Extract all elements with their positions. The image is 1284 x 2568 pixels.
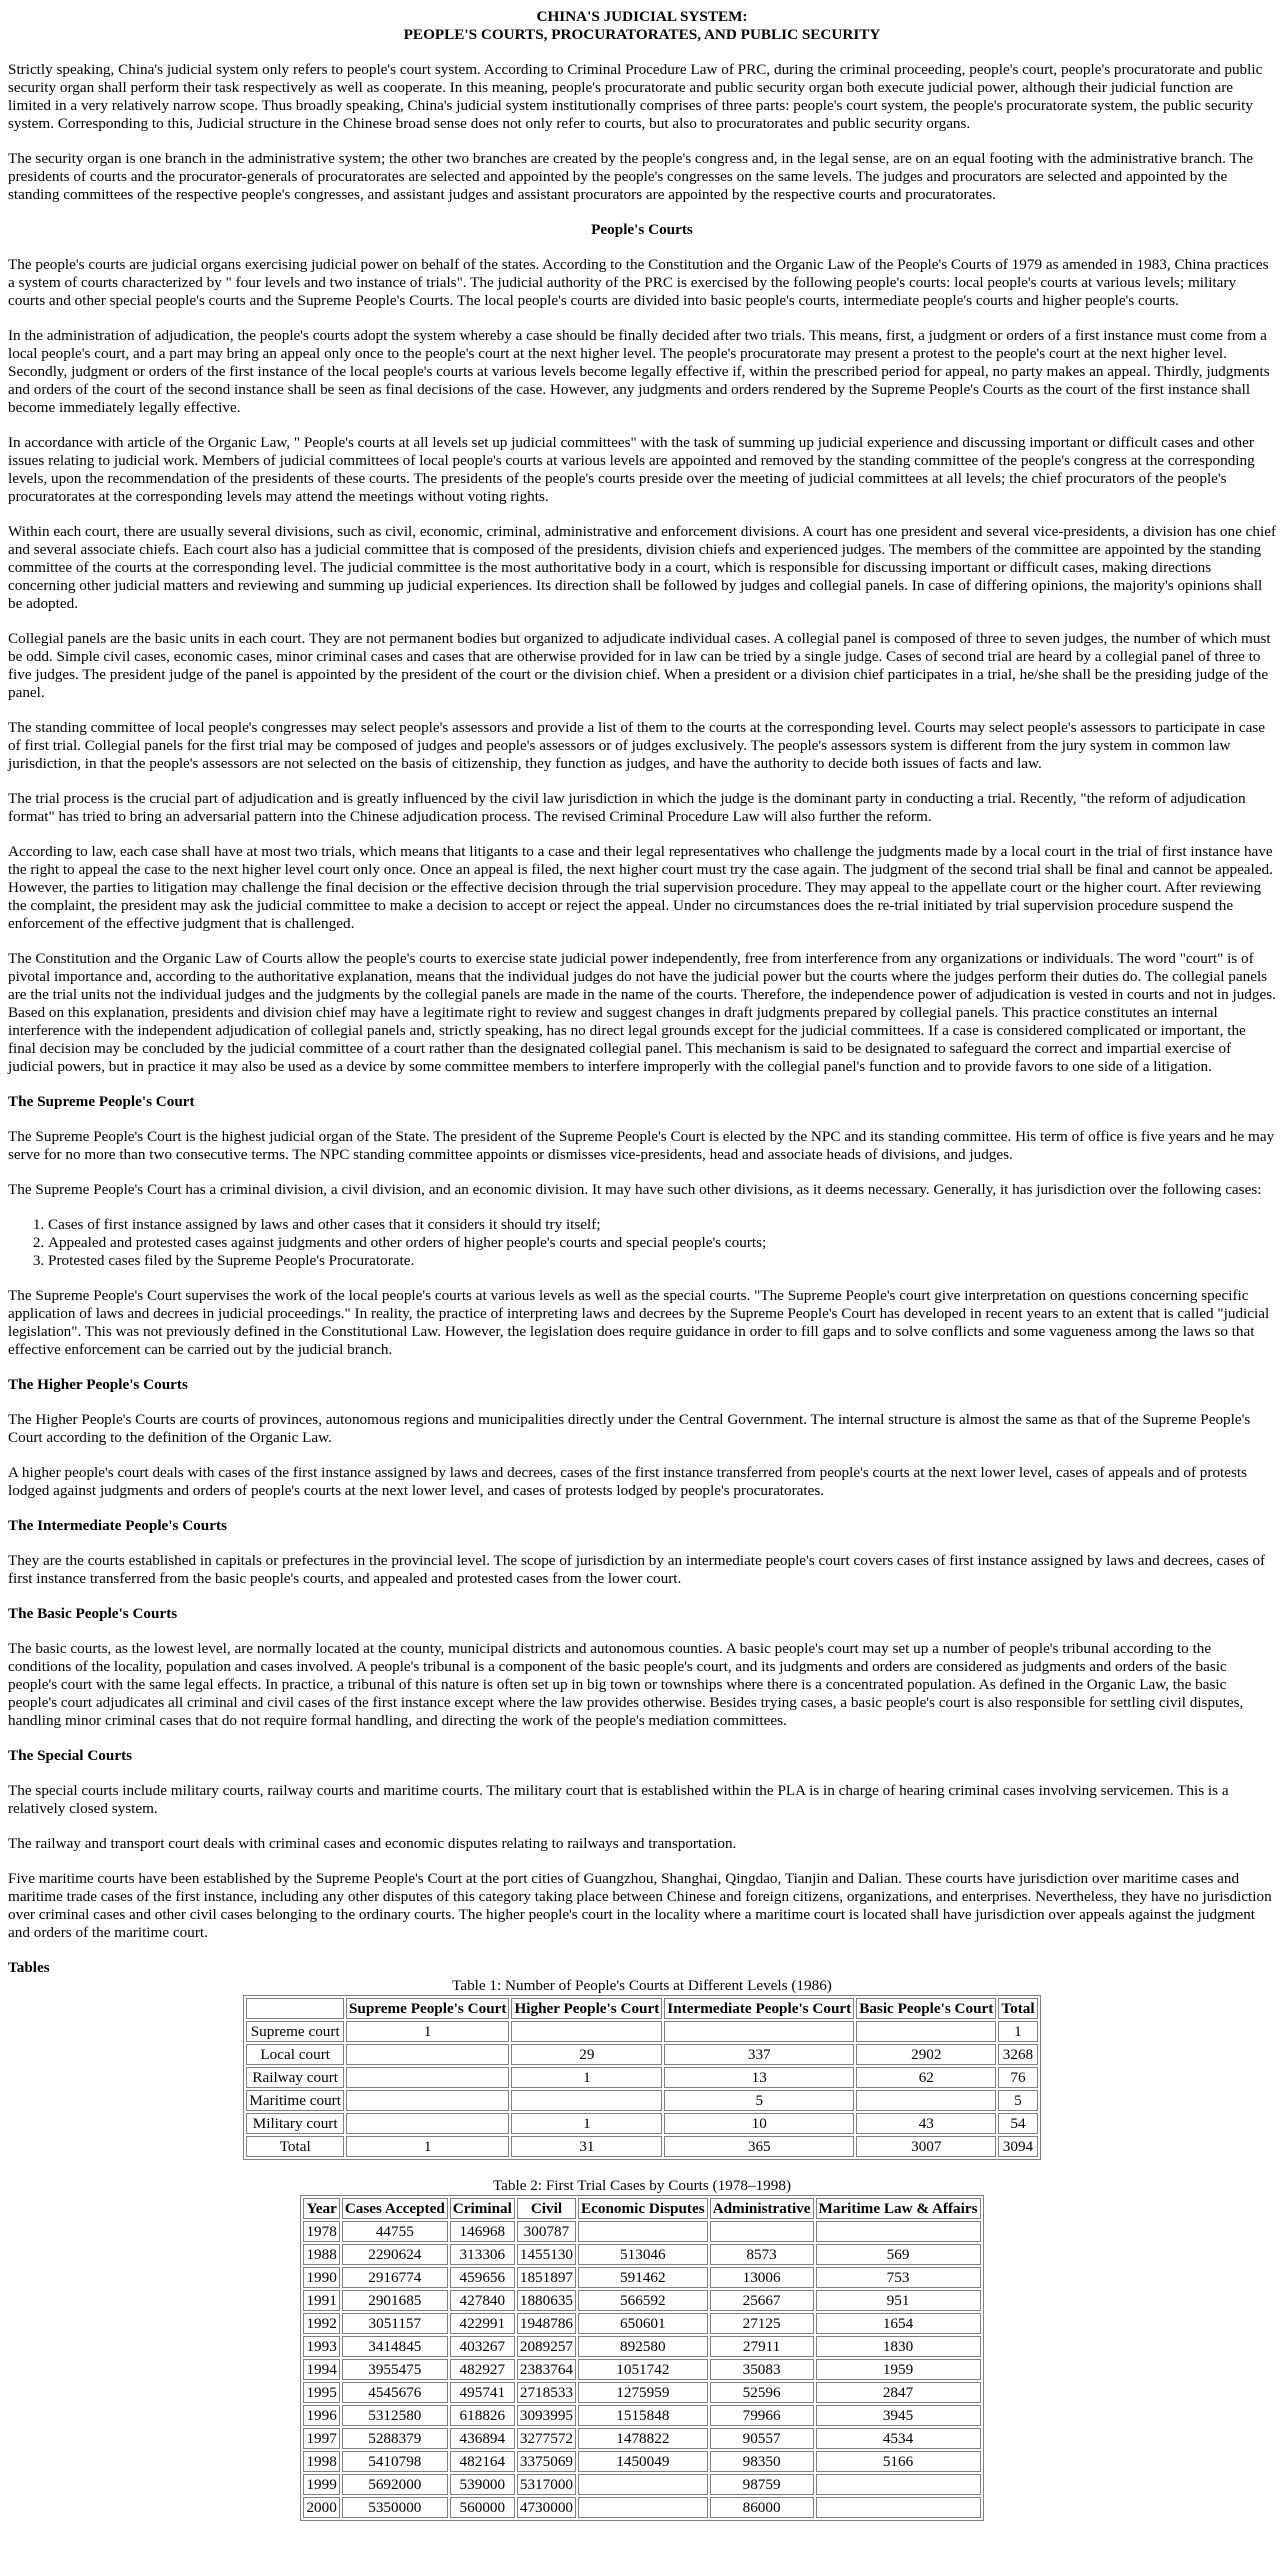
table-row (246, 2021, 1037, 2042)
table-cell: 753 (816, 2267, 981, 2288)
supreme-paragraph: The Supreme People's Court is the highest judicial organ of the State. The president of the Supreme People's Court is elected by the NPC and its standing committee. His term of office is five years and he may serve for no more than two consecutive terms. The NPC standing committee appoints or dismisses vice-presidents, head and associate heads of divisions, and judges. (8, 1128, 1275, 1163)
table-row (246, 2136, 1037, 2157)
table-cell: 618826 (450, 2405, 515, 2426)
table-cell: 5317000 (517, 2474, 576, 2495)
table-cell: 427840 (450, 2290, 515, 2311)
table-cell (346, 2113, 510, 2134)
table-cell: 3093995 (517, 2405, 576, 2426)
table-cell: 146968 (450, 2221, 515, 2242)
table-cell: 2902 (856, 2044, 996, 2065)
table-cell: 2290624 (342, 2244, 448, 2265)
peoples-courts-paragraph: The Constitution and the Organic Law of Courts allow the people's courts to exercise state judicial power independently, free from interference from any organizations or individuals. The word "court" is of pivotal importance and, according to the authoritative explanation, means that the individual judges do not have the judicial power but the courts where the judges perform their duties do. The collegial panels are the trial units not the individual judges and the judgments by the collegial panels are made in the name of the courts. Therefore, the independence power of adjudication is vested in courts and not in judges. Based on this explanation, presidents and division chief may have a legitimate right to review and suggest changes in draft judgments prepared by collegial panels. This practice constitutes an internal interference with the independent adjudication of collegial panels and, strictly speaking, has no direct legal grounds except for the judicial committees. If a case is considered complicated or important, the final decision may be concluded by the judicial committee of a court rather than the designated collegial panel. This mechanism is said to be designated to safeguard the correct and impartial exercise of judicial powers, but in practice it may also be used as a device by some committee members to interfere improperly with the collegial panel's function and to provide favors to one side of a litigation. (8, 950, 1276, 1075)
section-heading-special: The Special Courts (8, 1747, 133, 1764)
intro-paragraph: Strictly speaking, China's judicial system only refers to people's court system. According to Criminal Procedure Law of PRC, during the criminal proceeding, people's court, people's procuratorate and public security organ shall perform their task respectively as well as cooperate. In this meaning, people's procuratorate and public security organ both execute judicial power, although their judicial function are limited in a very relatively narrow scope. Thus broadly speaking, China's judicial system institutionally comprises of three parts: people's court system, the people's procuratorate system, the public security system. Corresponding to this, Judicial structure in the Chinese broad sense does not only refer to courts, but also to procuratorates and public security organs. (8, 61, 1263, 132)
intermediate-paragraph: They are the courts established in capitals or prefectures in the provincial level. The scope of jurisdiction by an intermediate people's court covers cases of first instance assigned by laws and decrees, cases of first instance transferred from the basic people's courts, and appealed and protested cases from the lower court. (8, 1552, 1266, 1587)
table-cell: 3277572 (517, 2428, 576, 2449)
peoples-courts-paragraph: Collegial panels are the basic units in each court. They are not permanent bodies but organized to adjudicate individual cases. A collegial panel is composed of three to seven judges, the number of which must be odd. Simple civil cases, economic cases, minor criminal cases and cases that are otherwise provided for in law can be tried by a single judge. Cases of second trial are heard by a collegial panel of three to five judges. The president judge of the panel is appointed by the president of the court or the division chief. When a president or a division chief participates in a trial, he/she shall be the presiding judge of the panel. (8, 630, 1271, 701)
table-cell: 1 (511, 2113, 662, 2134)
table-cell: 591462 (578, 2267, 708, 2288)
table-cell: 3945 (816, 2405, 981, 2426)
table-cell: 3268 (998, 2044, 1037, 2065)
row-label-cell: Railway court (246, 2067, 344, 2088)
table-row (303, 2359, 980, 2380)
list-item: 2. Appealed and protested cases against judgments and other orders of higher people's courts and special people's courts; (48, 1234, 1276, 1252)
table-cell: 31 (511, 2136, 662, 2157)
table-cell: 1 (998, 2021, 1037, 2042)
table-cell: 13 (664, 2067, 854, 2088)
list-item: 1. Cases of first instance assigned by laws and other cases that it considers it should try itself; (48, 1216, 1276, 1234)
table-cell: 5410798 (342, 2451, 448, 2472)
table-cell: 539000 (450, 2474, 515, 2495)
table-cell: 436894 (450, 2428, 515, 2449)
first-trial-cases-table (300, 2177, 983, 2521)
table-row (303, 2267, 980, 2288)
table-cell: 951 (816, 2290, 981, 2311)
table-cell: 560000 (450, 2497, 515, 2518)
section-heading-higher: The Higher People's Courts (8, 1376, 188, 1393)
table-cell (816, 2497, 981, 2518)
courts-count-table (243, 1977, 1040, 2160)
table-cell: 337 (664, 2044, 854, 2065)
table-cell: 13006 (710, 2267, 814, 2288)
table-cell: 27125 (710, 2313, 814, 2334)
table-cell: 5350000 (342, 2497, 448, 2518)
table-cell: 482927 (450, 2359, 515, 2380)
row-label-cell: 1998 (303, 2451, 339, 2472)
table-cell: 482164 (450, 2451, 515, 2472)
list-item: 3. Protested cases filed by the Supreme People's Procuratorate. (48, 1252, 1276, 1270)
table-cell: 403267 (450, 2336, 515, 2357)
peoples-courts-paragraph: In the administration of adjudication, the people's courts adopt the system whereby a case should be finally decided after two trials. This means, first, a judgment or orders of a first instance must come from a local people's court, and a part may bring an appeal only once to the people's court at the next higher level. The people's procuratorate may present a protest to the people's court at the next higher level. Secondly, judgment or orders of the first instance of the local people's courts at various levels become legally effective if, within the prescribed period for appeal, no party makes an appeal. Thirdly, judgments and orders of the court of the second instance shall be seen as final decisions of the case. However, any judgments and orders rendered by the Supreme People's Courts as the court of the first instance shall become immediately legally effective. (8, 327, 1270, 416)
table-cell: 5166 (816, 2451, 981, 2472)
table-cell: 1654 (816, 2313, 981, 2334)
column-header: Maritime Law & Affairs (816, 2198, 981, 2219)
table-cell: 2089257 (517, 2336, 576, 2357)
table-cell (346, 2044, 510, 2065)
peoples-courts-paragraph: The people's courts are judicial organs exercising judicial power on behalf of the states. According to the Constitution and the Organic Law of the People's Courts of 1979 as amended in 1983, China practices a system of courts characterized by " four levels and two instance of trials". The judicial authority of the PRC is exercised by the following people's courts: local people's courts at various levels; military courts and other special people's courts and the Supreme People's Courts. The local people's courts are divided into basic people's courts, intermediate people's courts and higher people's courts. (8, 256, 1269, 309)
table-cell: 2901685 (342, 2290, 448, 2311)
column-header: Criminal (450, 2198, 515, 2219)
table-cell: 5288379 (342, 2428, 448, 2449)
table-cell: 1 (346, 2021, 510, 2042)
peoples-courts-paragraph: In accordance with article of the Organic Law, " People's courts at all levels set up judicial committees" with the task of summing up judicial experience and discussing important or difficult cases and other issues relating to judicial work. Members of judicial committees of local people's courts at various levels are appointed and removed by the standing committee of the people's congress at the corresponding levels, upon the recommendation of the presidents of these courts. The presidents of the people's courts preside over the meeting of judicial committees at all levels; the chief procurators of the people's procuratorates at the corresponding levels may attend the meetings without voting rights. (8, 434, 1255, 505)
table-cell: 27911 (710, 2336, 814, 2357)
table-cell: 4534 (816, 2428, 981, 2449)
row-label-cell: 1988 (303, 2244, 339, 2265)
table-row (303, 2382, 980, 2403)
table-cell (856, 2021, 996, 2042)
row-label-cell: 1978 (303, 2221, 339, 2242)
table-cell (511, 2021, 662, 2042)
table-cell: 10 (664, 2113, 854, 2134)
table-cell (710, 2221, 814, 2242)
column-header: Basic People's Court (856, 1998, 996, 2019)
table-cell: 5312580 (342, 2405, 448, 2426)
table-cell: 29 (511, 2044, 662, 2065)
table-cell: 62 (856, 2067, 996, 2088)
column-header: Higher People's Court (511, 1998, 662, 2019)
table-row (303, 2497, 980, 2518)
table-cell: 2847 (816, 2382, 981, 2403)
table-row (246, 2113, 1037, 2134)
table-cell: 25667 (710, 2290, 814, 2311)
table-cell: 1 (511, 2067, 662, 2088)
table-cell: 1275959 (578, 2382, 708, 2403)
intro-paragraph: The security organ is one branch in the administrative system; the other two branches are created by the people's congress and, in the legal sense, are on an equal footing with the administrative branch. The presidents of courts and the procurator-generals of procuratorates are selected and appointed by the people's congresses on the same levels. The judges and procurators are selected and appointed by the standing committees of the respective people's congresses, and assistant judges and assistant procurators are appointed by the respective courts and procuratorates. (8, 150, 1254, 203)
table-cell: 3007 (856, 2136, 996, 2157)
table-cell: 313306 (450, 2244, 515, 2265)
table-row (246, 2067, 1037, 2088)
row-label-cell: 2000 (303, 2497, 339, 2518)
row-label-cell: 1999 (303, 2474, 339, 2495)
column-header: Civil (517, 2198, 576, 2219)
table-row (303, 2244, 980, 2265)
table-cell: 76 (998, 2067, 1037, 2088)
special-paragraph: The railway and transport court deals with criminal cases and economic disputes relating to railways and transportation. (8, 1835, 737, 1852)
row-label-cell: Maritime court (246, 2090, 344, 2111)
table-cell: 1830 (816, 2336, 981, 2357)
table-cell: 98759 (710, 2474, 814, 2495)
column-header: Cases Accepted (342, 2198, 448, 2219)
table-row (303, 2313, 980, 2334)
table-cell (511, 2090, 662, 2111)
table-cell: 1959 (816, 2359, 981, 2380)
table-cell: 54 (998, 2113, 1037, 2134)
peoples-courts-section (8, 256, 1276, 1076)
table-cell: 8573 (710, 2244, 814, 2265)
table-cell: 2383764 (517, 2359, 576, 2380)
column-header: Intermediate People's Court (664, 1998, 854, 2019)
table-cell: 569 (816, 2244, 981, 2265)
row-label-cell: 1993 (303, 2336, 339, 2357)
table-caption: Table 1: Number of People's Courts at Different Levels (1986) (452, 1977, 832, 1994)
row-label-cell: Total (246, 2136, 344, 2157)
table-cell: 892580 (578, 2336, 708, 2357)
row-label-cell: 1991 (303, 2290, 339, 2311)
table-row (246, 2090, 1037, 2111)
table-cell: 1051742 (578, 2359, 708, 2380)
peoples-courts-paragraph: Within each court, there are usually several divisions, such as civil, economic, criminal, administrative and enforcement divisions. A court has one president and several vice-presidents, a division has one chief and several associate chiefs. Each court also has a judicial committee that is composed of the presidents, division chiefs and experienced judges. The members of the committee are appointed by the standing committee of the courts at the corresponding level. The judicial committee is the most authoritative body in a court, which is responsible for discussing important or difficult cases, making directions concerning other judicial matters and reviewing and summing up judicial experiences. Its direction shall be followed by judges and collegial panels. In case of differing opinions, the majority's opinions shall be adopted. (8, 523, 1277, 612)
section-heading-peoples-courts: People's Courts (591, 221, 693, 238)
column-header: Economic Disputes (578, 2198, 708, 2219)
table-cell: 1450049 (578, 2451, 708, 2472)
table-cell: 1478822 (578, 2428, 708, 2449)
table-cell: 1 (346, 2136, 510, 2157)
table-cell (664, 2021, 854, 2042)
table-cell: 566592 (578, 2290, 708, 2311)
table-cell: 4545676 (342, 2382, 448, 2403)
table-cell (346, 2067, 510, 2088)
higher-paragraph: The Higher People's Courts are courts of provinces, autonomous regions and municipalities directly under the Central Government. The internal structure is almost the same as that of the Supreme People's Court according to the definition of the Organic Law. (8, 1411, 1251, 1446)
table-body (246, 2021, 1037, 2157)
table-cell: 35083 (710, 2359, 814, 2380)
table-cell: 3375069 (517, 2451, 576, 2472)
table-row (303, 2221, 980, 2242)
column-header: Year (303, 2198, 339, 2219)
table-row (246, 2044, 1037, 2065)
peoples-courts-paragraph: According to law, each case shall have at most two trials, which means that litigants to a case and their legal representatives who challenge the judgments made by a local court in the trial of first instance have the right to appeal the case to the next higher level court only once. Once an appeal is filed, the next higher court must try the case again. The judgment of the second trial shall be final and cannot be appealed. However, the parties to litigation may challenge the final decision or the effective decision through the trial supervision procedure. They may appeal to the appellate court or the higher court. After reviewing the complaint, the president may ask the judicial committee to make a decision to accept or reject the appeal. Under no circumstances does the re-trial initiated by trial supervision procedure suspend the enforcement of the effective judgment that is challenged. (8, 843, 1273, 932)
special-paragraph: Five maritime courts have been established by the Supreme People's Court at the port cities of Guangzhou, Shanghai, Qingdao, Tianjin and Dalian. These courts have jurisdiction over maritime cases and maritime trade cases of the first instance, including any other disputes of this category taking place between Chinese and foreign citizens, organizations, and enterprises. Nevertheless, they have no jurisdiction over criminal cases and other civil cases belonging to the ordinary courts. The higher people's court in the locality where a maritime court is located shall have jurisdiction over appeals against the judgment and orders of the maritime court. (8, 1870, 1272, 1941)
table-cell: 5 (998, 2090, 1037, 2111)
table-cell: 3955475 (342, 2359, 448, 2380)
table-row (303, 2474, 980, 2495)
row-label-cell: Military court (246, 2113, 344, 2134)
section-heading-supreme: The Supreme People's Court (8, 1093, 195, 1110)
table-header-row (246, 1998, 1037, 2019)
table-cell: 5 (664, 2090, 854, 2111)
table-cell: 3051157 (342, 2313, 448, 2334)
column-header: Administrative (710, 2198, 814, 2219)
table-cell: 422991 (450, 2313, 515, 2334)
row-label-cell: 1990 (303, 2267, 339, 2288)
table-cell: 365 (664, 2136, 854, 2157)
peoples-courts-paragraph: The trial process is the crucial part of adjudication and is greatly influenced by the civil law jurisdiction in which the judge is the dominant party in conducting a trial. Recently, "the reform of adjudication format" has tried to bring an adversarial pattern into the Chinese adjudication process. The revised Criminal Procedure Law will also further the reform. (8, 790, 1246, 825)
special-paragraph: The special courts include military courts, railway courts and maritime courts. The military court that is established within the PLA is in charge of hearing criminal cases involving servicemen. This is a relatively closed system. (8, 1782, 1229, 1817)
table-cell: 79966 (710, 2405, 814, 2426)
section-heading-intermediate: The Intermediate People's Courts (8, 1517, 227, 1534)
table-cell: 1948786 (517, 2313, 576, 2334)
basic-paragraph: The basic courts, as the lowest level, are normally located at the county, municipal districts and autonomous counties. A basic people's court may set up a number of people's tribunal according to the conditions of the locality, population and cases involved. A people's tribunal is a component of the basic people's court, and its judgments and orders are considered as judgments and orders of the basic people's court with the same legal effects. In practice, a tribunal of this nature is often set up in big town or townships where there is a concentrated population. As defined in the Organic Law, the basic people's court adjudicates all criminal and civil cases of the first instance except where the law provides otherwise. Besides trying cases, a basic people's court is also responsible for settling civil disputes, handling minor criminal cases that do not require formal handling, and directing the work of the people's mediation committees. (8, 1640, 1244, 1729)
table-cell: 90557 (710, 2428, 814, 2449)
row-label-cell: 1992 (303, 2313, 339, 2334)
table-cell: 1515848 (578, 2405, 708, 2426)
table-cell: 44755 (342, 2221, 448, 2242)
table-cell: 43 (856, 2113, 996, 2134)
table-row (303, 2336, 980, 2357)
table-row (303, 2428, 980, 2449)
row-label-cell: 1997 (303, 2428, 339, 2449)
document-title (8, 8, 1276, 44)
table-cell (578, 2474, 708, 2495)
supreme-paragraph: The Supreme People's Court supervises the work of the local people's courts at various levels as well as the special courts. "The Supreme People's court give interpretation on questions concerning specific application of laws and decrees in judicial proceedings." In reality, the practice of interpreting laws and decrees by the Supreme People's Court has developed in recent years to an extent that is called "judicial legislation". This was not previously defined in the Constitutional Law. However, the legislation does require guidance in order to fill gaps and to solve conflicts and some vagueness among the laws so that effective enforcement can be carried out by the judicial branch. (8, 1287, 1270, 1358)
peoples-courts-paragraph: The standing committee of local people's congresses may select people's assessors and provide a list of them to the courts at the corresponding level. Courts may select people's assessors to participate in case of first trial. Collegial panels for the first trial may be composed of judges and people's assessors or of judges exclusively. The people's assessors system is different from the jury system in common law jurisdiction, in that the people's assessors are not selected on the basis of citizenship, they function as judges, and have the authority to decide both issues of facts and law. (8, 719, 1266, 772)
table-cell (578, 2497, 708, 2518)
table-cell: 513046 (578, 2244, 708, 2265)
table-row (303, 2451, 980, 2472)
row-label-cell: Supreme court (246, 2021, 344, 2042)
table-cell: 86000 (710, 2497, 814, 2518)
table-cell: 459656 (450, 2267, 515, 2288)
table-cell (816, 2474, 981, 2495)
table-row (303, 2290, 980, 2311)
table-cell: 1455130 (517, 2244, 576, 2265)
row-label-cell: Local court (246, 2044, 344, 2065)
table-cell: 1851897 (517, 2267, 576, 2288)
table-cell: 4730000 (517, 2497, 576, 2518)
row-label-cell: 1996 (303, 2405, 339, 2426)
table-cell: 98350 (710, 2451, 814, 2472)
table-row (303, 2405, 980, 2426)
table-cell: 495741 (450, 2382, 515, 2403)
table-cell: 300787 (517, 2221, 576, 2242)
table-cell: 52596 (710, 2382, 814, 2403)
row-label-cell: 1995 (303, 2382, 339, 2403)
supreme-jurisdiction-list (8, 1216, 1276, 1270)
row-label-cell: 1994 (303, 2359, 339, 2380)
table-cell: 3094 (998, 2136, 1037, 2157)
column-header: Total (998, 1998, 1037, 2019)
table-cell: 1880635 (517, 2290, 576, 2311)
table-cell (578, 2221, 708, 2242)
table-cell: 2718533 (517, 2382, 576, 2403)
title-line-1: CHINA'S JUDICIAL SYSTEM: (536, 8, 748, 25)
column-header (246, 1998, 344, 2019)
table-cell (856, 2090, 996, 2111)
title-line-2: PEOPLE'S COURTS, PROCURATORATES, AND PUBLIC SECURITY (403, 26, 881, 43)
table-header-row (303, 2198, 980, 2219)
table-cell: 5692000 (342, 2474, 448, 2495)
table-cell: 3414845 (342, 2336, 448, 2357)
table-cell: 650601 (578, 2313, 708, 2334)
table-cell (346, 2090, 510, 2111)
column-header: Supreme People's Court (346, 1998, 510, 2019)
table-caption: Table 2: First Trial Cases by Courts (1978–1998) (492, 2177, 792, 2194)
table-body (303, 2221, 980, 2518)
supreme-paragraph: The Supreme People's Court has a criminal division, a civil division, and an economic division. It may have such other divisions, as it deems necessary. Generally, it has jurisdiction over the following cases: (8, 1181, 1262, 1198)
section-heading-tables: Tables (8, 1959, 50, 1976)
section-heading-basic: The Basic People's Courts (8, 1605, 178, 1622)
table-cell (816, 2221, 981, 2242)
table-cell: 2916774 (342, 2267, 448, 2288)
higher-paragraph: A higher people's court deals with cases of the first instance assigned by laws and decrees, cases of the first instance transferred from people's courts at the next lower level, cases of appeals and of protests lodged against judgments and orders of people's courts at the next lower level, and cases of protests lodged by people's procuratorates. (8, 1464, 1248, 1499)
